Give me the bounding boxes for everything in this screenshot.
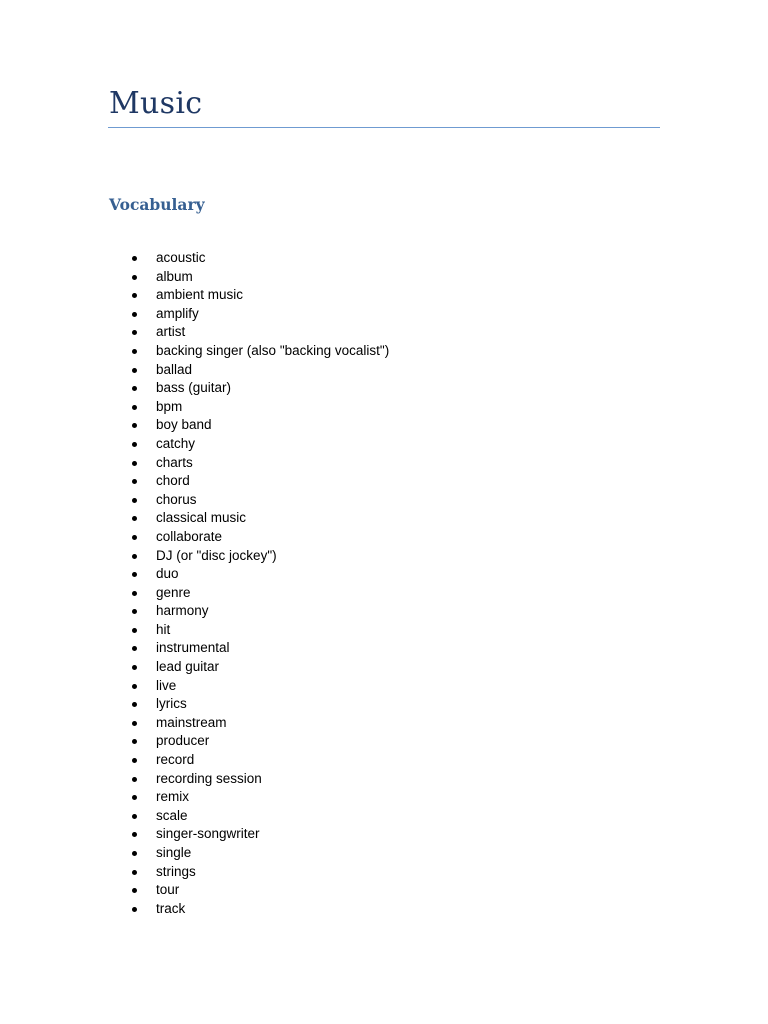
list-item [0, 305, 389, 324]
list-item [0, 770, 389, 789]
list-item [0, 900, 389, 919]
vocabulary-term: live [156, 677, 177, 693]
vocabulary-term: ballad [156, 361, 193, 377]
vocabulary-term: backing singer (also "backing vocalist") [156, 342, 390, 358]
list-item [0, 416, 389, 435]
vocabulary-term: genre [156, 584, 191, 600]
bullet-dot-icon [132, 461, 137, 466]
vocabulary-term: mainstream [156, 714, 227, 730]
bullet-dot-icon [132, 739, 137, 744]
vocabulary-term: tour [156, 882, 180, 898]
vocabulary-term: strings [156, 863, 196, 879]
list-item [0, 584, 389, 603]
list-item [0, 844, 389, 863]
vocabulary-term: amplify [156, 305, 199, 321]
list-item [0, 695, 389, 714]
bullet-dot-icon [132, 275, 137, 280]
list-item [0, 565, 389, 584]
bullet-dot-icon [132, 572, 137, 577]
vocabulary-term: producer [156, 733, 210, 749]
bullet-dot-icon [132, 832, 137, 837]
vocabulary-term: lead guitar [156, 659, 220, 675]
section-heading: Vocabulary [109, 195, 205, 214]
vocabulary-term: chorus [156, 491, 197, 507]
vocabulary-term: acoustic [156, 250, 206, 265]
list-item [0, 398, 389, 417]
list-item [0, 379, 389, 398]
vocabulary-term: track [156, 900, 186, 916]
vocabulary-term: singer-songwriter [156, 826, 260, 842]
bullet-dot-icon [132, 442, 137, 447]
bullet-dot-icon [132, 609, 137, 614]
vocabulary-term: boy band [156, 417, 212, 433]
bullet-dot-icon [132, 591, 137, 596]
bullet-dot-icon [132, 368, 137, 373]
bullet-dot-icon [132, 256, 137, 261]
bullet-dot-icon [132, 646, 137, 651]
bullet-dot-icon [132, 312, 137, 317]
bullet-dot-icon [132, 684, 137, 689]
list-item [0, 491, 389, 510]
list-item [0, 621, 389, 640]
vocabulary-term: charts [156, 454, 193, 470]
bullet-dot-icon [132, 907, 137, 912]
list-item [0, 788, 389, 807]
vocabulary-term: remix [156, 789, 189, 805]
list-item [0, 323, 389, 342]
bullet-dot-icon [132, 405, 137, 410]
vocabulary-term: harmony [156, 603, 209, 619]
bullet-dot-icon [132, 293, 137, 298]
bullet-dot-icon [132, 479, 137, 484]
bullet-dot-icon [132, 851, 137, 856]
bullet-dot-icon [132, 814, 137, 819]
bullet-dot-icon [132, 423, 137, 428]
page-title: Music [109, 86, 203, 121]
bullet-dot-icon [132, 665, 137, 670]
list-item [0, 807, 389, 826]
bullet-dot-icon [132, 554, 137, 559]
vocabulary-term: bass (guitar) [156, 380, 232, 396]
title-underline [108, 127, 660, 128]
vocabulary-list [0, 249, 389, 918]
vocabulary-term: catchy [156, 435, 196, 451]
bullet-dot-icon [132, 516, 137, 521]
vocabulary-term: hit [156, 621, 171, 637]
vocabulary-term: bpm [156, 398, 183, 414]
list-item [0, 881, 389, 900]
vocabulary-term: classical music [156, 510, 247, 526]
bullet-dot-icon [132, 386, 137, 391]
vocabulary-term: ambient music [156, 287, 244, 303]
list-item [0, 825, 389, 844]
bullet-dot-icon [132, 702, 137, 707]
vocabulary-term: single [156, 845, 192, 860]
list-item [0, 863, 389, 882]
vocabulary-term: chord [156, 473, 190, 489]
list-item [0, 602, 389, 621]
bullet-dot-icon [132, 888, 137, 893]
bullet-dot-icon [132, 777, 137, 782]
vocabulary-term: record [156, 752, 195, 768]
bullet-dot-icon [132, 870, 137, 875]
bullet-dot-icon [132, 795, 137, 800]
list-item [0, 658, 389, 677]
list-item [0, 454, 389, 473]
vocabulary-term: recording session [156, 770, 262, 786]
list-item [0, 677, 389, 696]
list-item [0, 342, 389, 361]
bullet-dot-icon [132, 721, 137, 726]
list-item [0, 732, 389, 751]
vocabulary-term: duo [156, 566, 179, 582]
list-item [0, 435, 389, 454]
vocabulary-term: artist [156, 324, 186, 340]
list-item [0, 751, 389, 770]
vocabulary-term: instrumental [156, 640, 230, 656]
list-item [0, 509, 389, 528]
vocabulary-term: DJ (or "disc jockey") [156, 547, 277, 563]
bullet-dot-icon [132, 535, 137, 540]
list-item [0, 268, 389, 287]
list-item [0, 714, 389, 733]
vocabulary-term: scale [156, 807, 188, 823]
vocabulary-term: album [156, 268, 193, 284]
bullet-dot-icon [132, 349, 137, 354]
bullet-dot-icon [132, 498, 137, 503]
bullet-dot-icon [132, 758, 137, 763]
list-item [0, 472, 389, 491]
vocabulary-term: collaborate [156, 528, 223, 544]
bullet-dot-icon [132, 330, 137, 335]
list-item [0, 528, 389, 547]
list-item [0, 249, 389, 268]
list-item [0, 639, 389, 658]
list-item [0, 547, 389, 566]
vocabulary-term: lyrics [156, 696, 187, 712]
list-item [0, 286, 389, 305]
bullet-dot-icon [132, 628, 137, 633]
list-item [0, 361, 389, 380]
